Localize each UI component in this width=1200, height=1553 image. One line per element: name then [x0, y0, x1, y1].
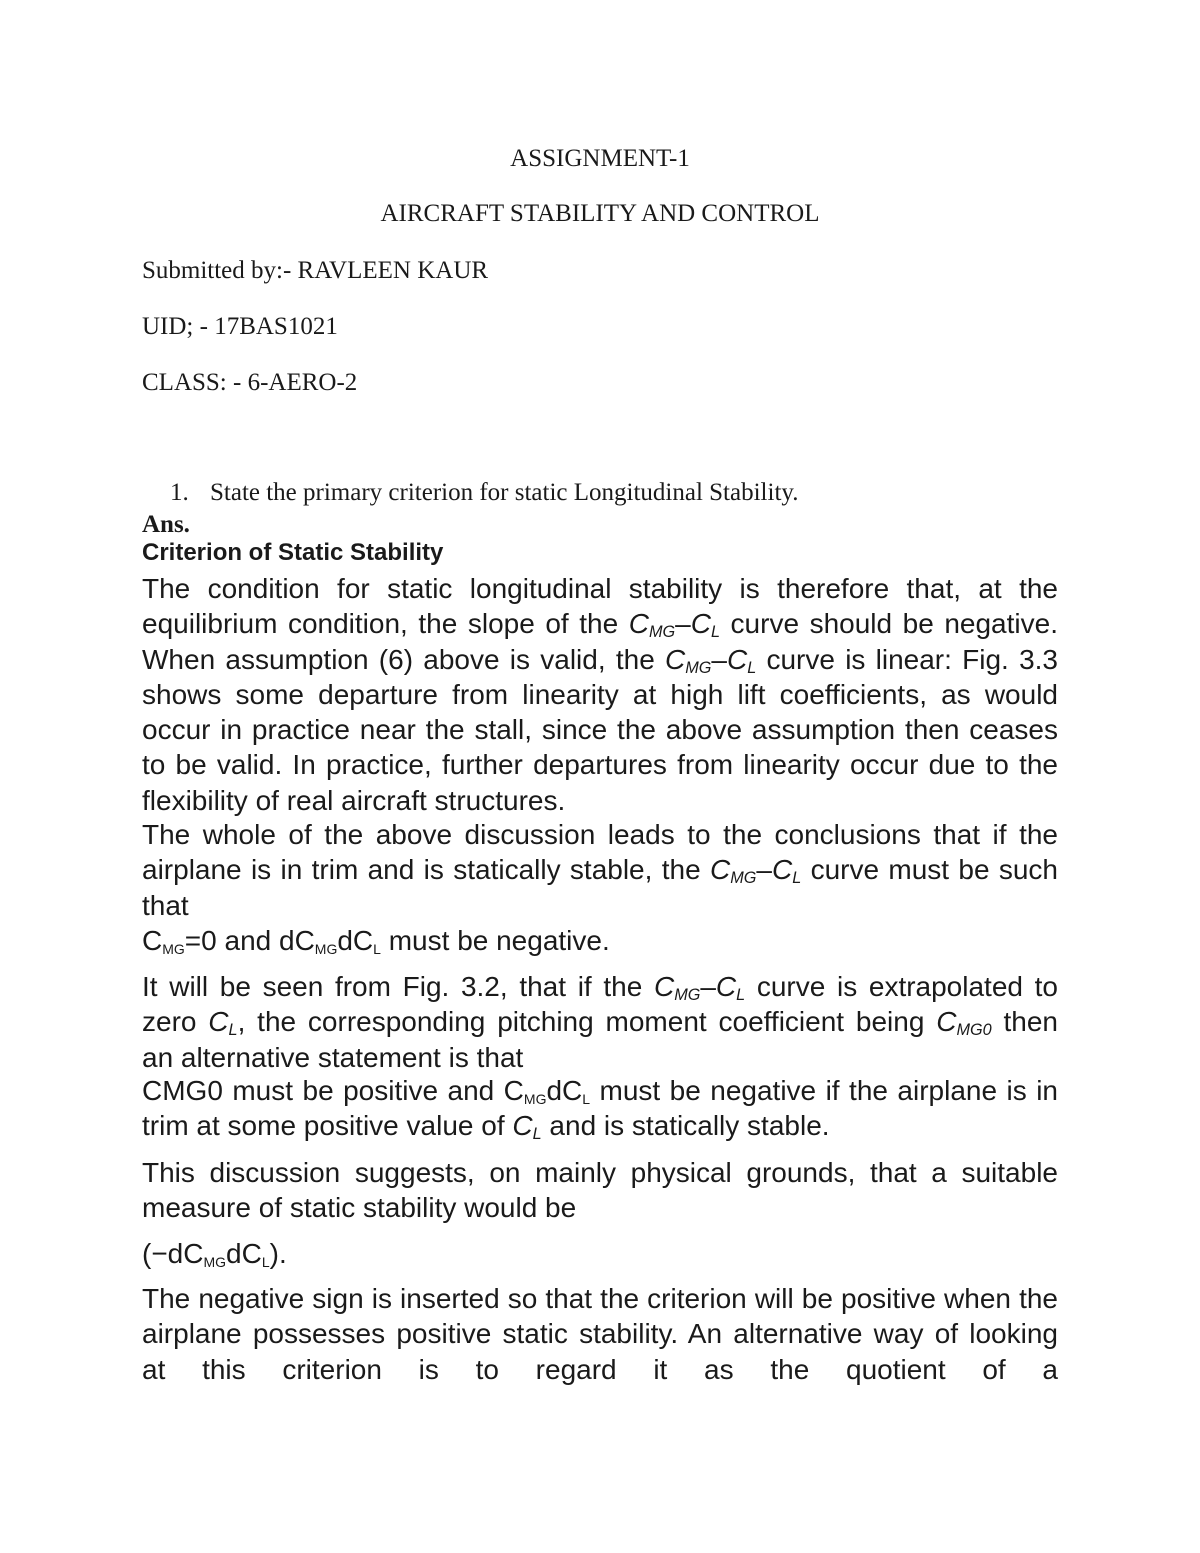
- assignment-title: ASSIGNMENT-1: [510, 145, 690, 172]
- subject-title: AIRCRAFT STABILITY AND CONTROL: [380, 200, 820, 227]
- paragraph-1: The condition for static longitudinal stability is therefore that, at the equilibrium condition, the slope of the CMG–CL curve should be negative. When assumption (6) above is valid, the CMG–CL curve is linear: Fig. 3.3 shows some departure from linearity at high lift coefficients, as would occur in practice near the stall, since the above assumption then ceases to be valid. In practice, further departures from linearity occur due to the flexibility of real aircraft structures.: [142, 573, 1058, 816]
- submitted-by: Submitted by:- RAVLEEN KAUR: [142, 257, 489, 284]
- class-line: CLASS: - 6-AERO-2: [142, 369, 358, 396]
- p1-text-a: The condition for static longitudinal stability is therefore that, at the equilibrium condition, the slope of the: [142, 573, 1058, 640]
- answer-label: Ans.: [142, 511, 190, 538]
- p1-text-b: curve should be negative. When assumption (6) above is valid, the: [142, 608, 1058, 675]
- answer-heading: Criterion of Static Stability: [142, 539, 444, 566]
- paragraph-3: It will be seen from Fig. 3.2, that if the CMG–CL curve is extrapolated to zero CL, the corresponding pitching moment coefficient being CMG0 then an alternative statement is that: [142, 971, 1058, 1073]
- question-text: State the primary criterion for static Longitudinal Stability.: [210, 479, 799, 506]
- paragraph-5: This discussion suggests, on mainly physical grounds, that a suitable measure of static stability would be: [142, 1157, 1058, 1224]
- question-number: 1.: [170, 479, 189, 506]
- equation-1: $C_{MG}=0$ and $dC_{MG}dC_L$ must be negative.: [142, 925, 610, 957]
- paragraph-4: CMG0 must be positive and $C_{MG}dC_L$ must be negative if the airplane is in trim at some positive value of CL and is statically stable.: [142, 1075, 1058, 1144]
- paragraph-2: The whole of the above discussion leads to the conclusions that if the airplane is in trim and is statically stable, the CMG–CL curve must be such that: [142, 819, 1058, 921]
- paragraph-6: The negative sign is inserted so that the criterion will be positive when the airplane possesses positive static stability. An alternative way of looking at this criterion is to regard it as the quotient of a: [142, 1283, 1058, 1385]
- question-item: [170, 478, 799, 508]
- cmg-symbol: CMG: [628, 608, 676, 642]
- equation-2: $(-dC_{MG}dC_L)$.: [142, 1238, 287, 1270]
- uid-line: UID; - 17BAS1021: [142, 313, 338, 340]
- p1-text-c: curve is linear: Fig. 3.3 shows some departure from linearity at high lift coefficients, as would occur in practice near the stall, since the above assumption then ceases to be valid. In practice, further departures from linearity occur due to the flexibility of real aircraft structures.: [142, 643, 1058, 816]
- cl-symbol: CL: [690, 608, 720, 642]
